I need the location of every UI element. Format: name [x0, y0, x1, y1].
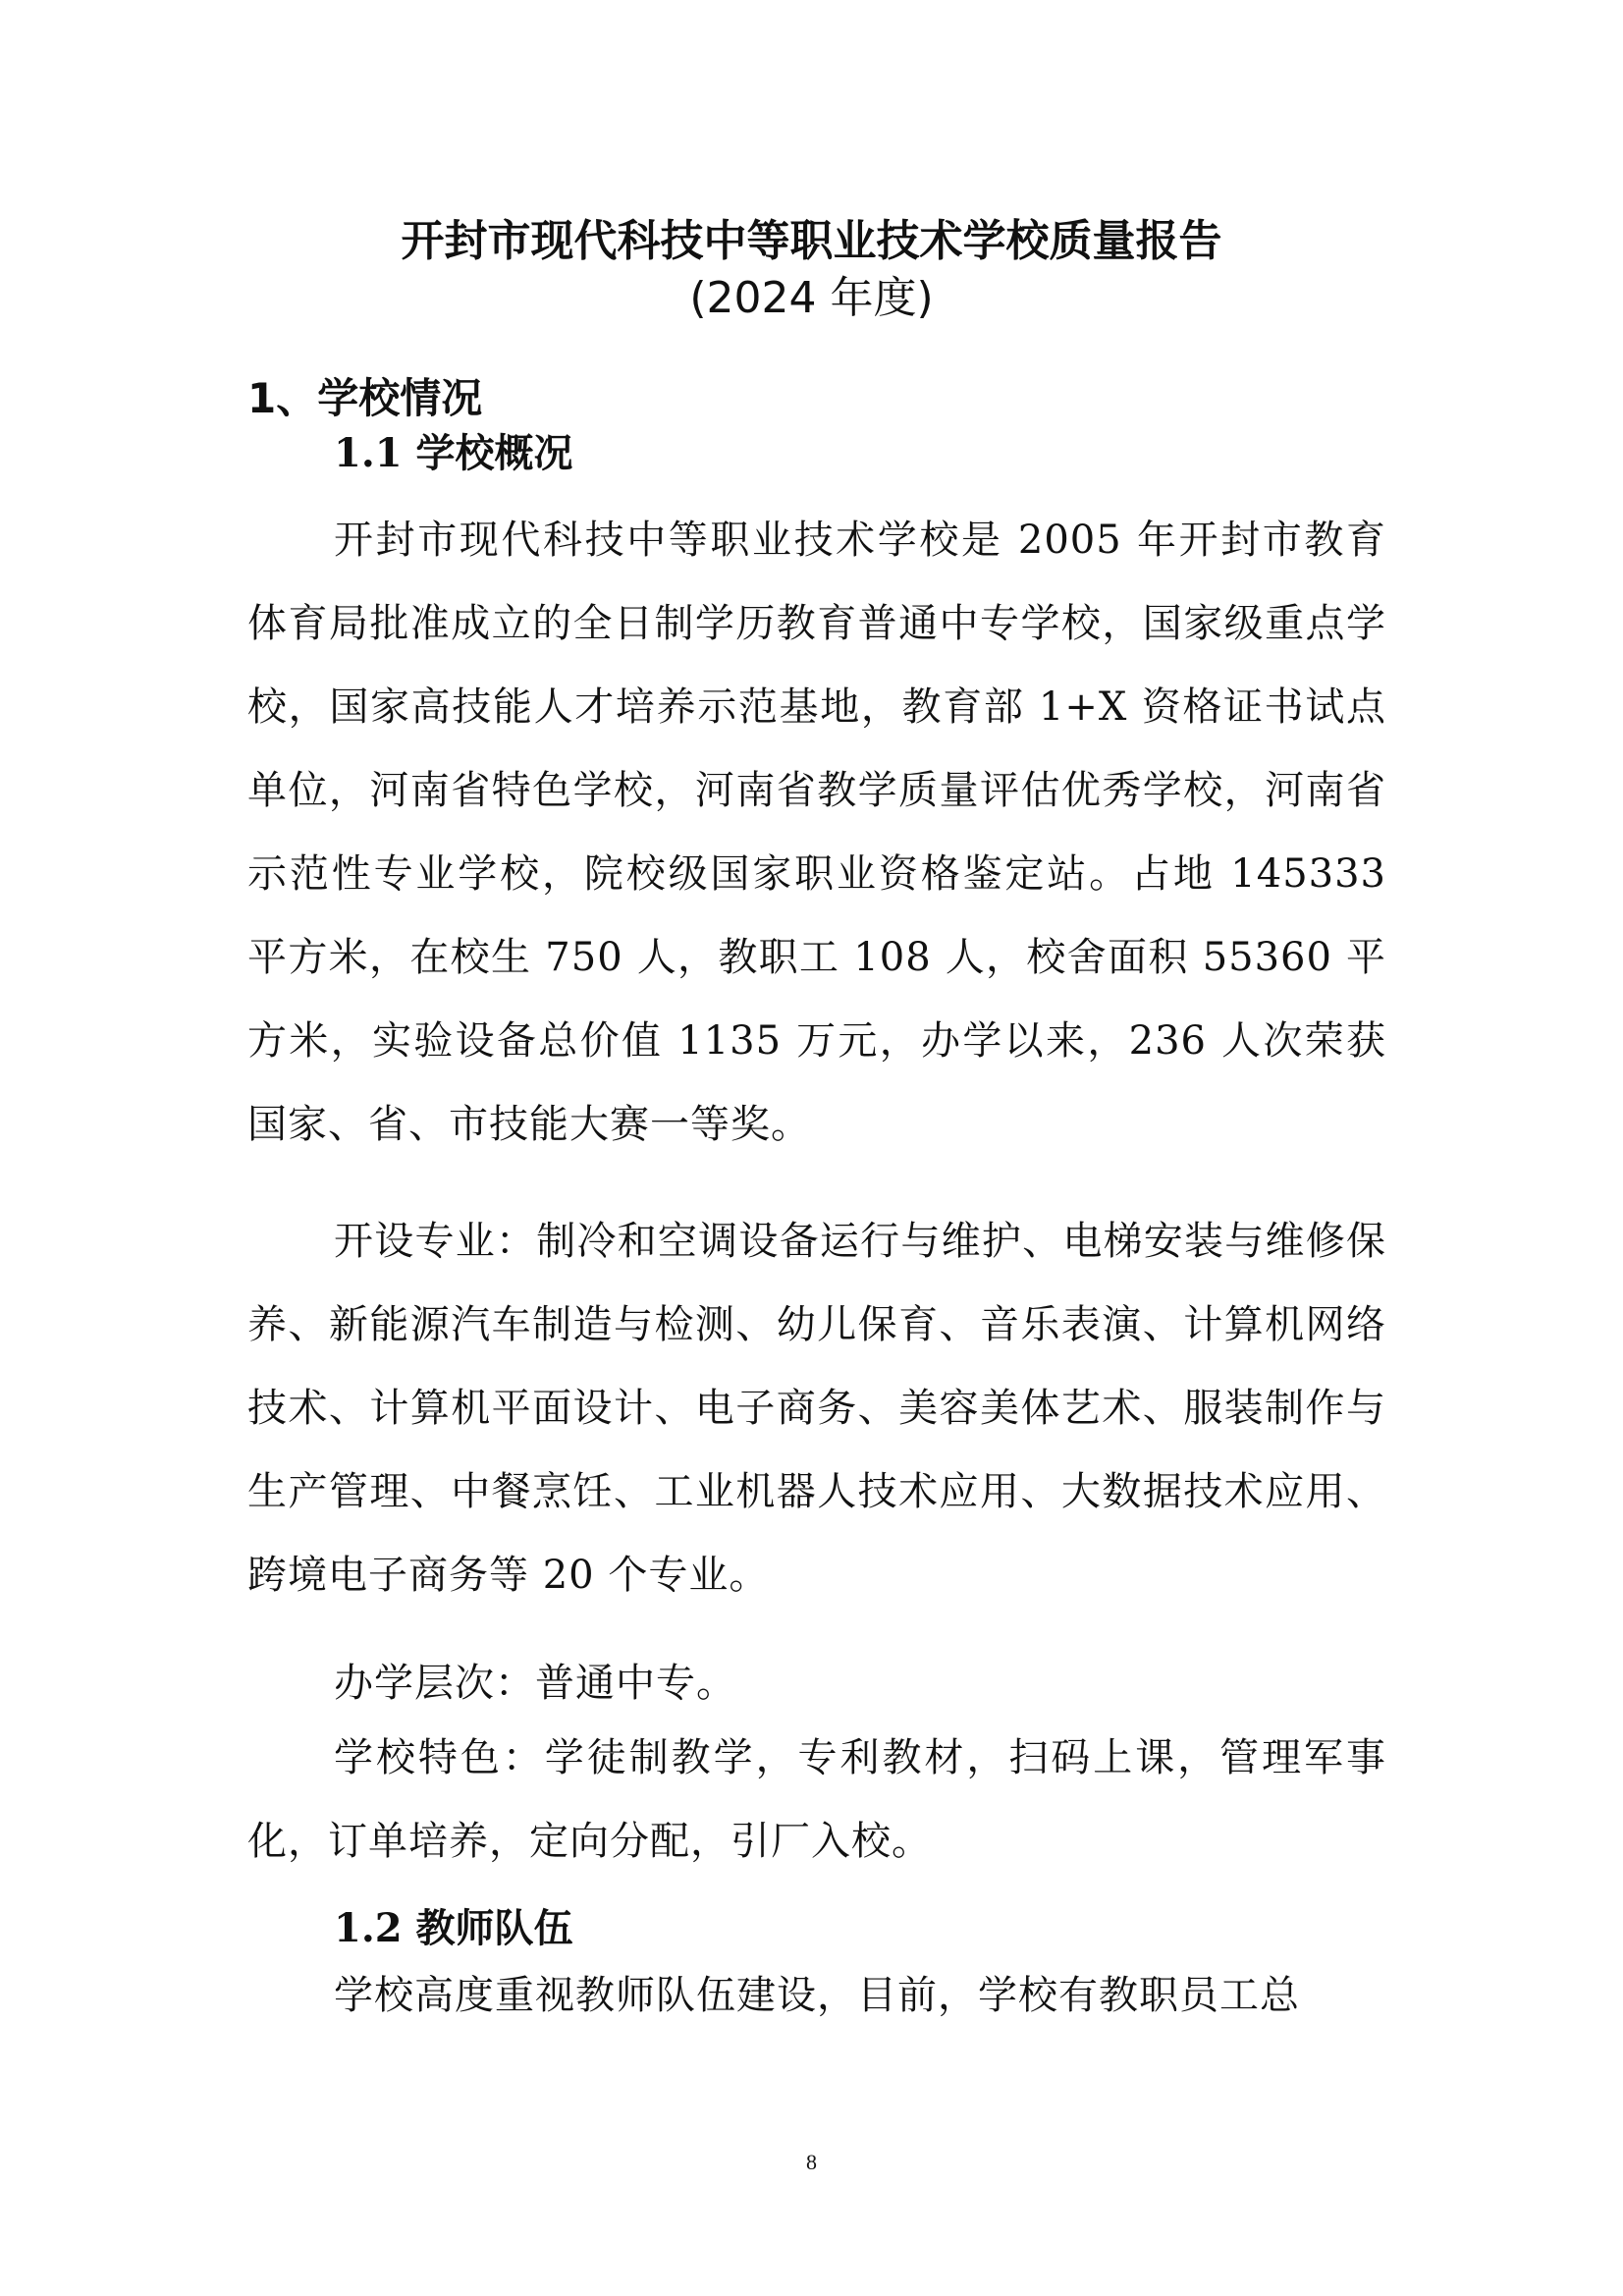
section-heading-school-situation: 1、学校情况: [247, 374, 483, 422]
page-number: 8: [806, 2150, 817, 2174]
report-title: 开封市现代科技中等职业技术学校质量报告: [401, 216, 1222, 266]
paragraph-education-level: 办学层次：普通中专。: [334, 1661, 736, 1706]
subsection-heading-school-overview: 1.1 学校概况: [334, 430, 573, 476]
subsection-heading-teaching-staff: 1.2 教师队伍: [334, 1905, 573, 1951]
paragraph-majors: 开设专业：制冷和空调设备运行与维护、电梯安装与维修保养、新能源汽车制造与检测、幼儿保育、音乐表演、计算机网络技术、计算机平面设计、电子商务、美容美体艺术、服装制作与生产管理、中餐烹饪、工业机器人技术应用、大数据技术应用、跨境电子商务等 20 个专业。: [247, 1219, 1386, 1598]
paragraph-school-features: 学校特色：学徒制教学，专利教材，扫码上课，管理军事化，订单培养，定向分配，引厂入校。: [247, 1735, 1386, 1864]
paragraph-teaching-staff: 学校高度重视教师队伍建设，目前，学校有教职员工总: [334, 1973, 1300, 2018]
paragraph-school-overview: 开封市现代科技中等职业技术学校是 2005 年开封市教育体育局批准成立的全日制学历教育普通中专学校，国家级重点学校，国家高技能人才培养示范基地，教育部 1+X 资格证书试点单位，河南省特色学校，河南省教学质量评估优秀学校，河南省示范性专业学校，院校级国家职业资格鉴定站。占地 145333 平方米，在校生 750 人，教职工 108 人，校舍面积 55360 平方米，实验设备总价值 1135 万元，办学以来，236 人次荣获国家、省、市技能大赛一等奖。: [247, 518, 1386, 1147]
report-subtitle: (2024 年度): [689, 273, 934, 323]
